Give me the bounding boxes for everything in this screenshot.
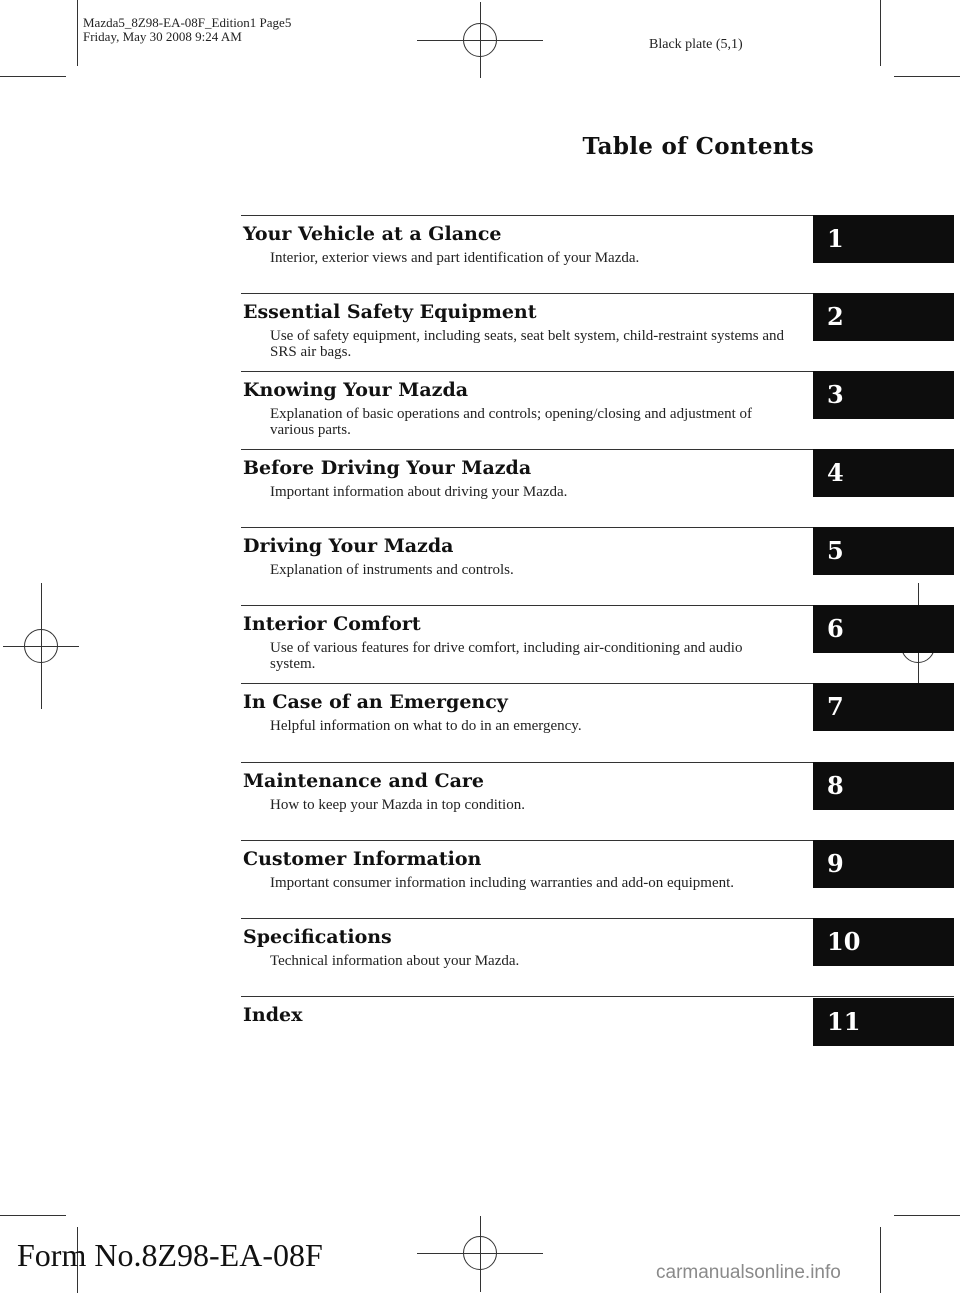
- registration-circle: [463, 23, 497, 57]
- toc-entry-description: Use of safety equipment, including seats, seat belt system, child-restraint systems and SRS air bags.: [270, 328, 785, 360]
- toc-entry-title[interactable]: Specifications: [243, 926, 392, 948]
- page-title: Table of Contents: [582, 133, 814, 160]
- crop-mark: [77, 0, 78, 66]
- section-divider: [241, 996, 954, 997]
- toc-entry[interactable]: [241, 527, 954, 605]
- chapter-tab[interactable]: 7: [813, 683, 954, 731]
- toc-entry[interactable]: [241, 293, 954, 371]
- toc-entry-description: How to keep your Mazda in top condition.: [270, 797, 525, 813]
- toc-entry-title[interactable]: In Case of an Emergency: [243, 691, 508, 713]
- chapter-tab[interactable]: 11: [813, 998, 954, 1046]
- toc-entry[interactable]: [241, 918, 954, 996]
- chapter-tab[interactable]: 4: [813, 449, 954, 497]
- registration-circle: [24, 629, 58, 663]
- toc-entry[interactable]: [241, 683, 954, 761]
- toc-entry-title[interactable]: Driving Your Mazda: [243, 535, 454, 557]
- watermark: carmanualsonline.info: [656, 1262, 841, 1283]
- crop-mark: [880, 0, 881, 66]
- toc-entry-title[interactable]: Index: [243, 1004, 303, 1026]
- toc-entry-title[interactable]: Before Driving Your Mazda: [243, 457, 532, 479]
- toc-entry[interactable]: [241, 762, 954, 840]
- toc-entry-title[interactable]: Knowing Your Mazda: [243, 379, 469, 401]
- chapter-tab[interactable]: 9: [813, 840, 954, 888]
- crop-mark: [894, 76, 960, 77]
- toc-entry-description: Explanation of basic operations and controls; opening/closing and adjustment of various parts.: [270, 406, 752, 438]
- toc-entry-title[interactable]: Customer Information: [243, 848, 482, 870]
- chapter-tab[interactable]: 1: [813, 215, 954, 263]
- chapter-tab[interactable]: 5: [813, 527, 954, 575]
- chapter-tab[interactable]: 10: [813, 918, 954, 966]
- registration-circle: [463, 1236, 497, 1270]
- toc-entry-description: Technical information about your Mazda.: [270, 953, 520, 969]
- toc-entry-description: Explanation of instruments and controls.: [270, 562, 514, 578]
- toc-entry-description: Important information about driving your Mazda.: [270, 484, 568, 500]
- toc-entry-title[interactable]: Essential Safety Equipment: [243, 301, 537, 323]
- crop-mark: [894, 1215, 960, 1216]
- toc-entry-title[interactable]: Interior Comfort: [243, 613, 421, 635]
- form-number: Form No.8Z98-EA-08F: [17, 1237, 323, 1273]
- chapter-tab[interactable]: 2: [813, 293, 954, 341]
- crop-mark: [0, 1215, 66, 1216]
- toc-entry[interactable]: [241, 449, 954, 527]
- chapter-tab[interactable]: 6: [813, 605, 954, 653]
- toc-entry-description: Important consumer information including warranties and add-on equipment.: [270, 875, 735, 891]
- toc-entry[interactable]: [241, 371, 954, 449]
- toc-entry[interactable]: [241, 605, 954, 683]
- toc-entry[interactable]: [241, 215, 954, 293]
- chapter-tab[interactable]: 8: [813, 762, 954, 810]
- print-file-info: Mazda5_8Z98-EA-08F_Edition1 Page5: [83, 15, 292, 30]
- toc-entry-title[interactable]: Maintenance and Care: [243, 770, 485, 792]
- toc-entry-description: Helpful information on what to do in an emergency.: [270, 718, 582, 734]
- crop-mark: [880, 1227, 881, 1293]
- toc-entry[interactable]: [241, 996, 954, 1074]
- print-date-info: Friday, May 30 2008 9:24 AM: [83, 29, 242, 44]
- chapter-tab[interactable]: 3: [813, 371, 954, 419]
- toc-entry[interactable]: [241, 840, 954, 918]
- toc-entry-description: Use of various features for drive comfort, including air-conditioning and audio system.: [270, 640, 743, 672]
- crop-mark: [0, 76, 66, 77]
- toc-entry-title[interactable]: Your Vehicle at a Glance: [243, 223, 502, 245]
- print-plate-info: Black plate (5,1): [649, 37, 743, 52]
- toc-entry-description: Interior, exterior views and part identification of your Mazda.: [270, 250, 640, 266]
